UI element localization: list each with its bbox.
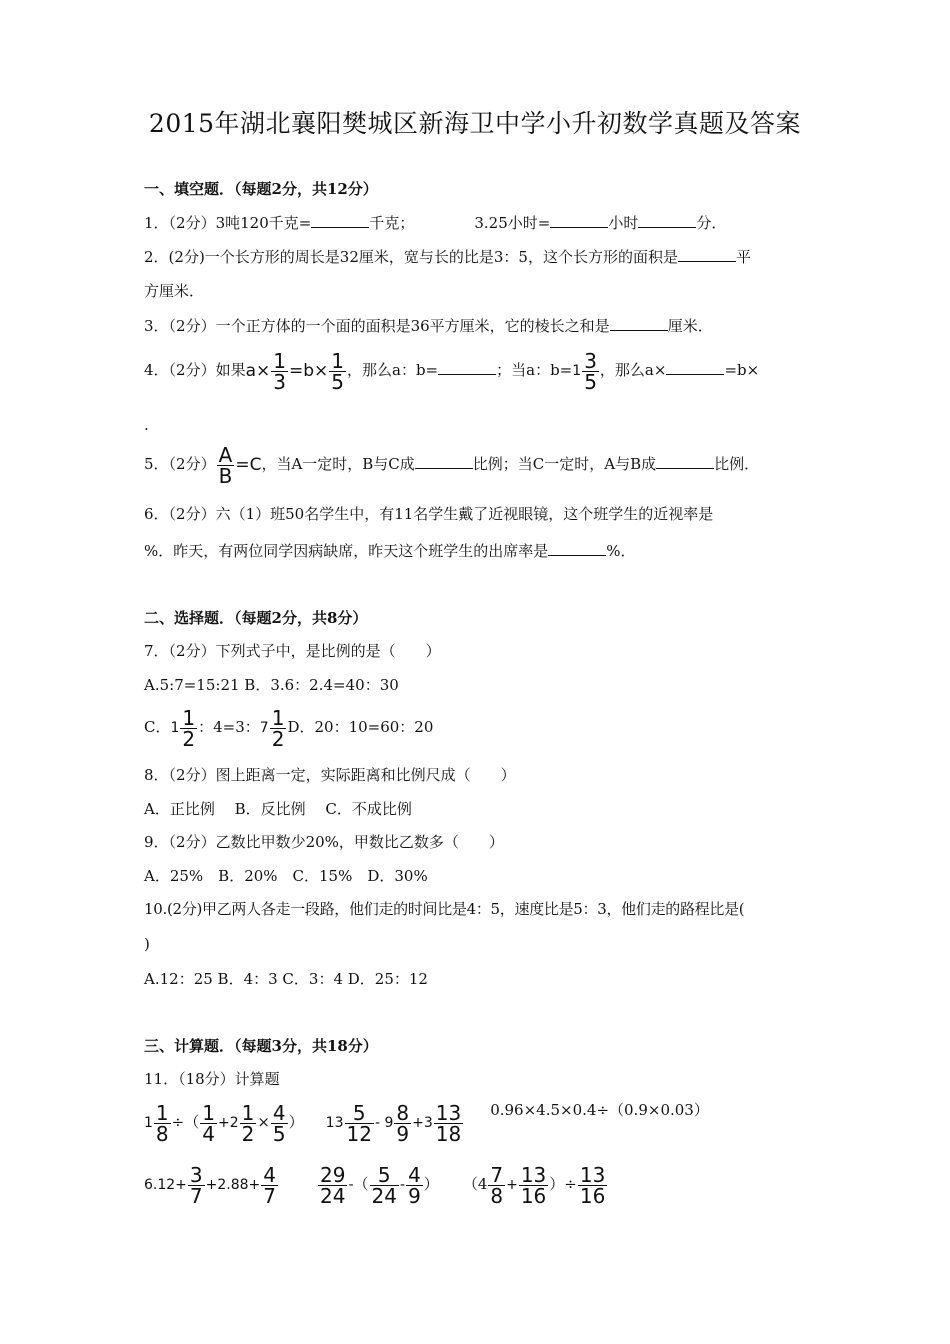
question-3 [144, 315, 713, 337]
q4-ax: a× [245, 361, 271, 381]
denominator: 7 [263, 1183, 277, 1208]
q1-text-d: 小时 [608, 214, 639, 232]
numerator: 13 [520, 1162, 547, 1187]
whole-number: 1 [144, 1115, 153, 1131]
question-1 [144, 212, 726, 234]
fraction [240, 1100, 257, 1146]
question-7-options-ab: A.5:7=15:21 B．3.6：2.4=40：30 [144, 676, 399, 694]
answer-blank[interactable] [638, 212, 696, 228]
question-4 [144, 348, 759, 393]
numerator: 4 [408, 1162, 421, 1187]
q2-text-b: 平 [735, 248, 751, 266]
denominator: 24 [320, 1183, 346, 1208]
answer-blank[interactable] [548, 540, 606, 556]
numerator: 5 [377, 1162, 391, 1187]
operator: + [506, 1177, 518, 1193]
answer-blank[interactable] [656, 453, 714, 469]
fraction [370, 1162, 399, 1208]
fraction [271, 348, 288, 394]
q5-eq: =C [235, 455, 262, 475]
numerator: 8 [396, 1100, 410, 1125]
page-title: 2015年湖北襄阳樊城区新海卫中学小升初数学真题及答案 [148, 109, 802, 138]
denominator: 16 [520, 1183, 547, 1208]
question-10: 10.(2分)甲乙两人各走一段路，他们走的时间比是4：5，速度比是5：3，他们走的路程比是( [144, 900, 745, 918]
denominator: 2 [271, 726, 285, 751]
numerator: 1 [271, 705, 285, 730]
operator: ）÷ [549, 1175, 577, 1193]
whole-number: 1 [572, 363, 582, 379]
operator: -（ [348, 1175, 369, 1193]
answer-blank[interactable] [311, 212, 369, 228]
fraction [345, 1100, 374, 1146]
numerator: 13 [579, 1162, 606, 1187]
q4-text-c: ；当a：b= [496, 361, 573, 379]
numerator: A [218, 442, 233, 467]
q4-text-d: ，那么a× [599, 361, 667, 379]
numerator: 3 [584, 348, 597, 373]
question-8-options: A．正比例 B．反比例 C．不成比例 [144, 800, 412, 818]
numerator: 1 [331, 348, 345, 373]
numerator: 29 [320, 1162, 346, 1187]
whole-number: 13 [325, 1115, 344, 1131]
whole-number: 1 [170, 720, 180, 736]
answer-blank[interactable] [438, 359, 496, 375]
fraction [154, 1100, 171, 1146]
denominator: 5 [272, 1121, 286, 1146]
fraction [188, 1162, 205, 1208]
calc-row-2 [144, 1162, 608, 1207]
fraction [271, 1100, 288, 1146]
denominator: 24 [371, 1183, 397, 1208]
numerator: 1 [155, 1100, 169, 1125]
numerator: 1 [202, 1100, 215, 1125]
q3-text-a: 3．（2分）一个正方体的一个面的面积是36平方厘米，它的棱长之和是 [144, 317, 610, 335]
numerator: 7 [490, 1162, 504, 1187]
section-3-heading: 三、计算题．（每题3分，共18分） [144, 1037, 378, 1055]
question-6-cont [144, 540, 636, 562]
fraction [329, 348, 346, 394]
q5-text-a: 5．（2分） [144, 455, 216, 473]
question-7-options-cd [144, 705, 433, 750]
denominator: 3 [273, 369, 286, 394]
operator: ） [288, 1113, 304, 1131]
operator: × [257, 1113, 270, 1131]
denominator: 12 [346, 1121, 372, 1146]
operator: ÷（ [171, 1113, 200, 1131]
q4-eqb: =b× [289, 361, 329, 381]
denominator: 18 [435, 1121, 462, 1146]
denominator: 9 [408, 1183, 421, 1208]
denominator: 4 [202, 1121, 215, 1146]
denominator: 8 [155, 1121, 169, 1146]
denominator: 7 [189, 1183, 203, 1208]
question-11: 11．（18分）计算题 [144, 1070, 280, 1088]
question-2 [144, 246, 751, 268]
whole-number: 7 [259, 720, 269, 736]
q5-text-c: 比例；当C一定时，A与B成 [472, 455, 657, 473]
q1-text-b: 千克； [369, 214, 415, 232]
question-10-options: A.12：25 B．4：3 C．3：4 D．25：12 [144, 970, 428, 988]
q4-text-e: =b× [724, 361, 760, 379]
numerator: 4 [263, 1162, 277, 1187]
question-9: 9．（2分）乙数比甲数少20%，甲数比乙数多（ ） [144, 833, 504, 851]
numerator: 13 [435, 1100, 462, 1125]
q3-text-b: 厘米． [667, 317, 713, 335]
fraction [180, 705, 197, 751]
question-5 [144, 442, 759, 487]
fraction [519, 1162, 548, 1208]
q7-d: D．20：10=60：20 [287, 718, 434, 736]
denominator: 8 [490, 1183, 504, 1208]
question-8: 8．（2分）图上距离一定，实际距离和比例尺成（ ） [144, 766, 516, 784]
operator: ） [423, 1175, 439, 1193]
question-9-options: A．25% B．20% C．15% D．30% [144, 867, 428, 885]
numerator: 4 [272, 1100, 286, 1125]
q4-text-a: 4．（2分）如果 [144, 361, 246, 379]
answer-blank[interactable] [415, 453, 473, 469]
calc-row-1 [144, 1100, 709, 1145]
question-7: 7．（2分）下列式子中，是比例的是（ ） [144, 642, 441, 660]
fraction [217, 442, 235, 488]
question-4-cont: . [144, 416, 149, 434]
answer-blank[interactable] [678, 246, 736, 262]
numerator: 1 [241, 1100, 255, 1125]
fraction [394, 1100, 411, 1146]
fraction [200, 1100, 217, 1146]
q4-text-b: ，那么a：b= [347, 361, 439, 379]
operator: （4 [462, 1175, 488, 1193]
numerator: 3 [189, 1162, 203, 1187]
question-10-cont: ) [144, 935, 150, 953]
q5-text-b: ，当A一定时，B与C成 [261, 455, 415, 473]
denominator: 2 [182, 726, 196, 751]
numerator: 5 [352, 1100, 366, 1125]
denominator: 5 [331, 369, 345, 394]
q6-text-c: %． [606, 542, 636, 560]
section-2-heading: 二、选择题．（每题2分，共8分） [144, 609, 368, 627]
q1-text-c: 3.25小时= [474, 214, 551, 232]
q5-text-d: 比例． [714, 455, 760, 473]
fraction [582, 348, 599, 394]
q2-text-a: 2．(2分)一个长方形的周长是32厘米，宽与长的比是3：5，这个长方形的面积是 [144, 248, 678, 266]
q6-text-b: %．昨天，有两位同学因病缺席，昨天这个班学生的出席率是 [144, 542, 549, 560]
operator: +3 [412, 1115, 433, 1131]
calc-expression-3: 0.96×4.5×0.4÷（0.9×0.03） [490, 1101, 709, 1119]
answer-blank[interactable] [666, 359, 724, 375]
operator: +2 [217, 1115, 239, 1131]
operator: +2.88+ [205, 1177, 261, 1193]
fraction [578, 1162, 607, 1208]
operator: 6.12+ [144, 1177, 187, 1193]
q1-text-a: 1．（2分）3吨120千克= [144, 214, 312, 232]
numerator: 1 [273, 348, 286, 373]
answer-blank[interactable] [610, 315, 668, 331]
fraction [488, 1162, 505, 1208]
question-6: 6．（2分）六（1）班50名学生中，有11名学生戴了近视眼镜，这个班学生的近视率是 [144, 505, 714, 523]
fraction [270, 705, 287, 751]
denominator: 9 [396, 1121, 410, 1146]
numerator: 1 [182, 705, 196, 730]
fraction [261, 1162, 278, 1208]
q7-c-prefix: C． [144, 718, 171, 736]
operator: - [400, 1177, 406, 1193]
denominator: 2 [241, 1121, 255, 1146]
fraction [434, 1100, 463, 1146]
section-1-heading: 一、填空题．（每题2分，共12分） [144, 180, 378, 198]
operator: - 9 [374, 1115, 394, 1131]
denominator: 16 [579, 1183, 606, 1208]
fraction [406, 1162, 423, 1208]
denominator: 5 [584, 369, 597, 394]
question-2-cont: 方厘米． [144, 282, 205, 300]
q7-c-mid: ：4=3： [198, 718, 260, 736]
fraction [318, 1162, 347, 1208]
answer-blank[interactable] [550, 212, 608, 228]
q1-text-e: 分． [696, 214, 727, 232]
denominator: B [218, 463, 233, 488]
